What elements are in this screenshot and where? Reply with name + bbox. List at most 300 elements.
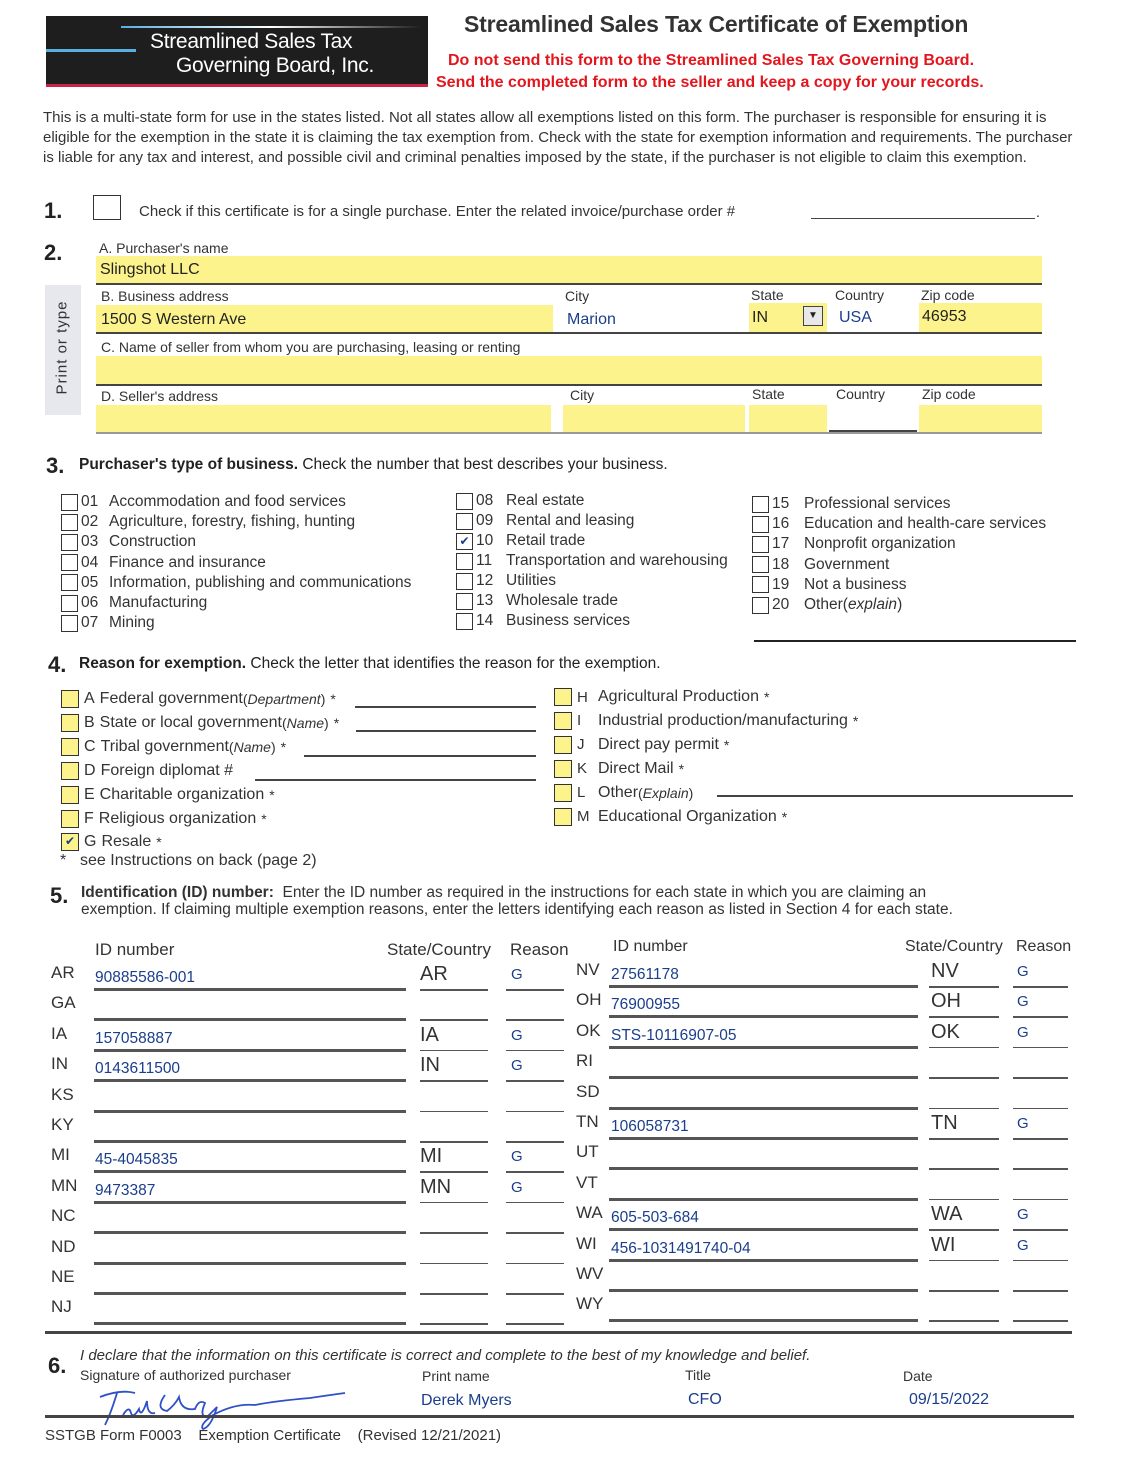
seller-address-field[interactable] (96, 405, 551, 432)
seller-zip-field[interactable] (919, 405, 1042, 432)
business-type-label: Mining (109, 614, 155, 632)
required-star: * (333, 714, 340, 731)
id-number-value[interactable]: 90885586-001 (95, 969, 195, 986)
business-type-item[interactable] (456, 551, 728, 571)
country-field[interactable] (834, 305, 916, 332)
state-code-label: ND (51, 1236, 76, 1256)
logo-line-2: Governing Board, Inc. (176, 54, 374, 77)
id-number-line (609, 1167, 918, 1170)
id-number-line (94, 988, 406, 991)
business-type-item[interactable] (456, 491, 584, 511)
state-country-line (929, 1320, 999, 1322)
id-number-value[interactable]: STS-10116907-05 (611, 1026, 737, 1044)
state-country-line (420, 1080, 488, 1082)
exemption-reason-item[interactable] (554, 782, 693, 804)
exemption-reason-item[interactable] (554, 710, 858, 732)
business-type-checkbox[interactable] (456, 573, 473, 590)
id-number-line (609, 1198, 918, 1201)
reason-line (1013, 1108, 1068, 1110)
state-code-label: MN (51, 1175, 78, 1195)
state-country-value[interactable]: MN (420, 1175, 452, 1198)
business-type-code: 05 (81, 573, 99, 591)
exemption-reason-item[interactable] (61, 831, 162, 853)
section-4-number: 4. (48, 652, 67, 677)
business-type-code: 01 (81, 493, 99, 510)
footer-revised: (Revised 12/21/2021) (357, 1427, 502, 1444)
business-type-checkbox[interactable] (456, 553, 473, 570)
id-number-line (609, 1228, 918, 1231)
state-code-label: MI (51, 1145, 70, 1165)
exemption-reason-checkbox[interactable] (61, 714, 79, 732)
reason-line (1013, 1168, 1068, 1170)
exemption-reason-label: Tribal government (100, 737, 229, 755)
section-1-number: 1. (44, 198, 63, 223)
state-country-value[interactable]: OH (931, 990, 961, 1013)
business-address-label: B. Business address (101, 288, 229, 304)
state-code-label: GA (51, 993, 76, 1013)
business-type-item[interactable] (61, 573, 411, 593)
state-code-label: NC (51, 1206, 76, 1226)
state-code-label: IA (51, 1023, 68, 1043)
reason-line (1013, 1047, 1068, 1049)
id-number-line (94, 1262, 406, 1265)
exemption-reason-letter: L (577, 784, 586, 802)
state-country-value[interactable]: WA (931, 1203, 963, 1226)
exemption-reason-item[interactable] (61, 808, 267, 830)
business-type-label: Business services (506, 612, 631, 629)
exemption-reason-checkbox[interactable] (554, 808, 572, 826)
id-number-line (94, 1201, 406, 1204)
state-code-label: RI (576, 1051, 593, 1071)
business-type-label: Information, publishing and communications (109, 573, 412, 591)
state-country-value[interactable]: OK (931, 1020, 960, 1043)
exemption-reason-item[interactable] (554, 758, 684, 780)
business-type-checkbox[interactable] (752, 556, 769, 573)
section-4-heading (79, 655, 661, 673)
exemption-reason-label: Industrial production/manufacturing (598, 711, 848, 729)
id-number-line (609, 1046, 918, 1049)
exemption-reason-hint: Name (233, 738, 271, 755)
business-type-label: Education and health-care services (804, 515, 1047, 533)
left-col-id-header: ID number (95, 940, 175, 959)
seller-name-field[interactable] (96, 356, 1042, 384)
business-type-label: Professional services (804, 495, 951, 512)
exemption-reason-checkbox[interactable] (61, 833, 79, 851)
section-4-instruction: Check the letter that identifies the reason for the exemption. (250, 655, 661, 672)
section-3-title: Purchaser's type of business. (79, 456, 299, 473)
left-col-state-header: State/Country (387, 940, 491, 959)
paren-open: ( (638, 784, 643, 801)
id-number-value[interactable]: 0143611500 (95, 1060, 181, 1078)
business-type-checkbox[interactable] (456, 533, 473, 550)
exemption-reason-letter: A (84, 690, 95, 707)
purchaser-name-field[interactable] (96, 256, 1042, 283)
business-type-code: 04 (81, 553, 99, 571)
seller-country-label: Country (836, 386, 886, 402)
reason-value[interactable]: G (1017, 1206, 1029, 1224)
purchaser-name-label: A. Purchaser's name (99, 240, 229, 256)
state-code-label: KY (51, 1115, 74, 1134)
required-star: * (763, 689, 770, 705)
declaration-text: I declare that the information on this certificate is correct and complete to the best of my knowledge and belief. (80, 1347, 811, 1364)
state-country-line (929, 1199, 999, 1201)
id-number-value[interactable]: 27561178 (611, 966, 679, 983)
business-type-label: Real estate (506, 492, 585, 509)
state-code-label: SD (576, 1081, 600, 1101)
reason-line (1013, 1290, 1068, 1292)
seller-country-field[interactable] (829, 405, 917, 432)
business-type-item[interactable] (61, 532, 196, 552)
exemption-reason-checkbox[interactable] (554, 760, 572, 778)
zip-field[interactable] (919, 303, 1042, 332)
exemption-reason-hint-wrap (282, 715, 329, 731)
state-country-value[interactable]: MI (420, 1145, 443, 1168)
business-type-item[interactable] (752, 575, 907, 595)
business-type-item[interactable] (61, 593, 207, 613)
business-type-checkbox[interactable] (752, 496, 769, 513)
reason-line (506, 989, 564, 991)
exemption-reason-label: Agricultural Production (598, 688, 759, 705)
exemption-reason-letter: I (577, 712, 582, 730)
seller-name-label: C. Name of seller from whom you are purchasing, leasing or renting (101, 339, 521, 355)
exemption-reason-checkbox[interactable] (61, 690, 79, 708)
business-type-item[interactable] (61, 492, 346, 512)
title-label: Title (685, 1367, 711, 1383)
exemption-reason-letter: D (84, 761, 96, 779)
business-type-label: Transportation and warehousing (506, 552, 728, 569)
city-value: Marion (567, 311, 616, 328)
exemption-reason-letter: G (84, 833, 97, 851)
business-type-label: Not a business (804, 575, 907, 593)
paren-close: ) (270, 738, 276, 755)
business-type-label: Government (804, 555, 890, 573)
business-type-checkbox[interactable] (61, 494, 78, 511)
id-number-value[interactable]: 45-4045835 (95, 1151, 178, 1169)
business-type-code: 08 (476, 492, 494, 509)
state-country-line (420, 1019, 488, 1021)
section-3-number: 3. (46, 453, 65, 478)
id-number-value[interactable]: 9473387 (95, 1181, 156, 1199)
exemption-reason-letter: C (84, 737, 96, 755)
state-country-line (420, 1141, 488, 1143)
warning-line-2: Send the completed form to the seller and keep a copy for your records. (436, 74, 984, 91)
city-label: City (565, 288, 590, 304)
id-number-line (94, 1110, 406, 1113)
business-type-checkbox[interactable] (61, 615, 78, 632)
exemption-reason-item[interactable] (554, 806, 787, 828)
business-type-checkbox[interactable] (61, 514, 78, 531)
section-5-number: 5. (50, 883, 69, 908)
exemption-reason-checkbox[interactable] (554, 736, 572, 754)
business-type-checkbox[interactable] (61, 554, 78, 571)
required-star: * (330, 691, 336, 707)
id-number-value[interactable]: 106058731 (611, 1118, 689, 1135)
state-country-value[interactable]: AR (420, 963, 448, 985)
order-number-field[interactable] (811, 201, 1035, 219)
paren-open: ( (242, 691, 248, 707)
section-6-number: 6. (48, 1353, 67, 1378)
state-country-value[interactable]: WI (931, 1233, 956, 1256)
exemption-reason-label: State or local government (99, 713, 282, 731)
reason-line (506, 1111, 564, 1113)
business-type-checkbox[interactable] (752, 536, 769, 553)
business-type-label: Agriculture, forestry, fishing, hunting (109, 513, 356, 531)
section-5-instruction-text: Enter the ID number as required in the instructions for each state in which you are claiming an (282, 884, 927, 901)
business-type-item[interactable] (61, 512, 355, 532)
paren-close: ) (897, 596, 903, 613)
business-type-code: 02 (81, 513, 99, 531)
signature-stroke (100, 1392, 345, 1429)
paren-open: ( (842, 596, 848, 613)
signature-image (95, 1383, 355, 1433)
exemption-reason-checkbox[interactable] (61, 786, 79, 804)
state-country-line (929, 1168, 999, 1170)
divider (96, 332, 1042, 334)
id-number-line (609, 1319, 918, 1322)
print-name-value[interactable]: Derek Myers (421, 1392, 512, 1409)
business-type-item[interactable] (456, 531, 585, 551)
exemption-reason-label: Federal government (99, 690, 243, 707)
business-type-label: Wholesale trade (506, 592, 619, 609)
business-type-item[interactable] (752, 514, 1046, 534)
business-type-item[interactable] (456, 511, 634, 531)
exemption-reason-item[interactable] (61, 688, 336, 710)
state-code-label: IN (51, 1054, 68, 1074)
reason-value[interactable]: G (1017, 993, 1029, 1011)
state-country-line (420, 1171, 488, 1173)
state-country-line (420, 1323, 488, 1325)
business-type-checkbox[interactable] (456, 513, 473, 530)
exemption-reason-item[interactable] (61, 736, 286, 758)
reason-line (1013, 1138, 1068, 1140)
state-country-line (929, 986, 999, 988)
chevron-down-icon[interactable]: ▼ (803, 306, 823, 326)
single-purchase-label: Check if this certificate is for a single purchase. Enter the related invoice/purchase order # (139, 203, 736, 220)
reason-line (506, 1232, 564, 1234)
id-number-value[interactable]: 456-1031491740-04 (611, 1239, 751, 1257)
state-country-line (929, 1108, 999, 1110)
paren-open: ( (228, 738, 234, 755)
divider (96, 384, 1042, 386)
seller-state-field[interactable] (749, 405, 827, 432)
business-type-code: 03 (81, 533, 99, 551)
business-type-item[interactable] (752, 534, 956, 554)
business-type-checkbox[interactable] (752, 576, 769, 593)
state-country-line (929, 1016, 999, 1018)
exemption-reason-item[interactable] (554, 734, 729, 756)
exemption-reason-checkbox[interactable] (554, 784, 572, 802)
exemption-reason-item[interactable] (61, 712, 339, 734)
single-purchase-checkbox[interactable] (93, 195, 121, 220)
country-label: Country (835, 287, 885, 303)
state-country-line (420, 989, 488, 991)
footer-form-id: SSTGB Form F0003 (45, 1427, 182, 1444)
id-number-line (609, 1015, 918, 1018)
exemption-reason-item[interactable] (61, 760, 233, 782)
logo-swoosh-top (121, 26, 421, 28)
print-or-type-label: Print or type (53, 300, 71, 395)
business-address-field[interactable] (96, 305, 553, 332)
business-type-item[interactable] (456, 571, 556, 591)
business-type-label: Finance and insurance (109, 553, 266, 571)
business-type-checkbox[interactable] (61, 595, 78, 612)
right-col-state-header: State/Country (905, 938, 1003, 955)
business-type-code: 16 (772, 515, 790, 533)
id-number-line (609, 1289, 918, 1292)
business-type-checkbox[interactable] (752, 597, 769, 614)
business-type-checkbox[interactable] (456, 613, 473, 630)
warning-line-1: Do not send this form to the Streamlined Sales Tax Governing Board. (448, 52, 975, 69)
exemption-reason-label: Direct pay permit (598, 735, 719, 753)
business-type-label: Nonprofit organization (804, 535, 956, 553)
business-type-item[interactable] (752, 595, 902, 615)
business-type-item[interactable] (61, 613, 155, 633)
exemption-reason-label: Resale (101, 833, 152, 851)
reason-line (506, 1050, 564, 1052)
business-type-checkbox[interactable] (456, 593, 473, 610)
paren-open: ( (282, 714, 287, 731)
date-value[interactable]: 09/15/2022 (909, 1391, 990, 1408)
state-country-value[interactable]: IN (420, 1054, 440, 1077)
reason-value[interactable]: G (1017, 1115, 1029, 1132)
zip-value: 46953 (922, 308, 967, 325)
id-number-value[interactable]: 605-503-684 (611, 1209, 699, 1227)
exemption-reason-label: Charitable organization (99, 785, 265, 803)
paren-close: ) (688, 784, 694, 801)
seller-city-field[interactable] (563, 405, 745, 432)
seller-address-label: D. Seller's address (101, 388, 219, 404)
state-country-value[interactable]: TN (931, 1112, 958, 1134)
exemption-reason-letter: F (84, 809, 94, 827)
state-country-line (929, 1047, 999, 1049)
business-type-item[interactable] (456, 591, 618, 611)
federal-department-line[interactable] (355, 706, 536, 708)
business-type-checkbox[interactable] (61, 574, 78, 591)
seller-zip-label: Zip code (922, 386, 976, 402)
footer-form-name: Exemption Certificate (198, 1427, 341, 1444)
business-type-checkbox[interactable] (61, 534, 78, 551)
business-type-item[interactable] (752, 494, 950, 514)
reason-value[interactable]: G (511, 1148, 523, 1166)
state-country-line (929, 1290, 999, 1292)
exemption-reason-hint-wrap (638, 785, 693, 801)
exemption-reason-hint-wrap (229, 739, 276, 755)
state-country-line (420, 1293, 488, 1295)
exemption-reason-item[interactable] (61, 784, 275, 806)
exemption-reason-checkbox[interactable] (554, 712, 572, 730)
exemption-reason-checkbox[interactable] (554, 688, 572, 706)
state-local-name-line[interactable] (356, 730, 536, 732)
zip-label: Zip code (921, 287, 975, 303)
id-number-line (609, 1107, 918, 1110)
exemption-reason-label: Direct Mail (598, 759, 674, 777)
business-type-label: Accommodation and food services (109, 493, 346, 510)
exemption-reason-checkbox[interactable] (61, 762, 79, 780)
state-country-value[interactable]: NV (931, 960, 959, 982)
business-type-code: 14 (476, 612, 494, 629)
state-country-line (929, 1077, 999, 1079)
business-type-item[interactable] (456, 611, 630, 631)
reason-value[interactable]: G (511, 966, 523, 983)
business-type-label: Manufacturing (109, 594, 208, 611)
exemption-reason-checkbox[interactable] (61, 810, 79, 828)
left-col-reason-header: Reason (510, 940, 569, 959)
state-code-label: NJ (51, 1297, 72, 1317)
reason-line (1013, 1229, 1068, 1231)
id-number-line (609, 1137, 918, 1140)
reason-value[interactable]: G (1017, 1023, 1029, 1041)
id-number-value[interactable]: 157058887 (95, 1029, 173, 1047)
title-value[interactable]: CFO (688, 1391, 722, 1408)
reason-value[interactable]: G (1017, 1236, 1029, 1254)
reason-line (1013, 1016, 1068, 1018)
state-country-value[interactable]: IA (420, 1023, 439, 1046)
business-type-code: 15 (772, 495, 790, 512)
diplomat-number-line[interactable] (255, 779, 536, 781)
business-type-code: 11 (476, 552, 493, 569)
state-code-label: NV (576, 960, 600, 979)
exemption-reason-label: Educational Organization (598, 807, 777, 825)
exemption-reason-label: Foreign diplomat # (100, 761, 234, 779)
state-value: IN (752, 309, 768, 326)
state-code-label: VT (576, 1172, 598, 1192)
footnote-text: see Instructions on back (page 2) (80, 852, 317, 869)
reason-value[interactable]: G (511, 1178, 523, 1196)
reason-line (506, 1080, 564, 1082)
reason-line (1013, 986, 1068, 988)
id-number-line (94, 1292, 406, 1295)
business-type-code: 20 (772, 596, 790, 613)
other-explain-reason-line[interactable] (717, 795, 1073, 797)
country-value: USA (839, 309, 872, 326)
section-4-title: Reason for exemption. (79, 655, 247, 672)
section-5-instruction-1 (81, 884, 926, 902)
state-code-label: WA (576, 1203, 603, 1223)
business-type-checkbox[interactable] (752, 516, 769, 533)
state-select[interactable] (749, 303, 827, 332)
id-number-line (94, 1322, 406, 1325)
exemption-reason-checkbox[interactable] (61, 738, 79, 756)
reason-value[interactable]: G (511, 1026, 523, 1044)
business-type-item[interactable] (61, 553, 266, 573)
divider (96, 283, 1042, 285)
reason-value[interactable]: G (511, 1057, 523, 1075)
right-col-id-header: ID number (613, 938, 688, 955)
business-type-item[interactable] (752, 555, 889, 575)
id-number-line (94, 1170, 406, 1173)
id-number-value[interactable]: 76900955 (611, 996, 680, 1014)
id-number-line (94, 1140, 406, 1143)
paren-close: ) (320, 691, 326, 707)
required-star: * (280, 738, 287, 755)
business-type-code: 06 (81, 594, 99, 611)
exemption-reason-hint-wrap (243, 691, 326, 707)
reason-value[interactable]: G (1017, 963, 1029, 980)
order-number-period: . (1036, 204, 1040, 220)
city-field[interactable] (563, 305, 746, 332)
exemption-reason-item[interactable] (554, 686, 769, 708)
id-number-line (94, 1079, 406, 1082)
reason-line (506, 1263, 564, 1265)
section-2-number: 2. (44, 240, 63, 265)
section-5-title: Identification (ID) number: (81, 884, 274, 901)
tribal-name-line[interactable] (304, 755, 536, 757)
footnote-star: * (60, 852, 67, 869)
business-type-code: 10 (476, 532, 494, 549)
intro-paragraph: This is a multi-state form for use in the states listed. Not all states allow all exemptions listed on this form. The purchaser is responsible for ensuring it is eligible for the exemption in the state it is claiming the tax exemption from. Check with the state for exemption information and requirements. The purchaser is liable for any tax and interest, and possible civil and criminal penalties imposed by the state, if the purchaser is not eligible to claim this exemption. (43, 109, 1073, 166)
other-explain-line[interactable] (754, 640, 1076, 642)
business-type-checkbox[interactable] (456, 493, 473, 510)
